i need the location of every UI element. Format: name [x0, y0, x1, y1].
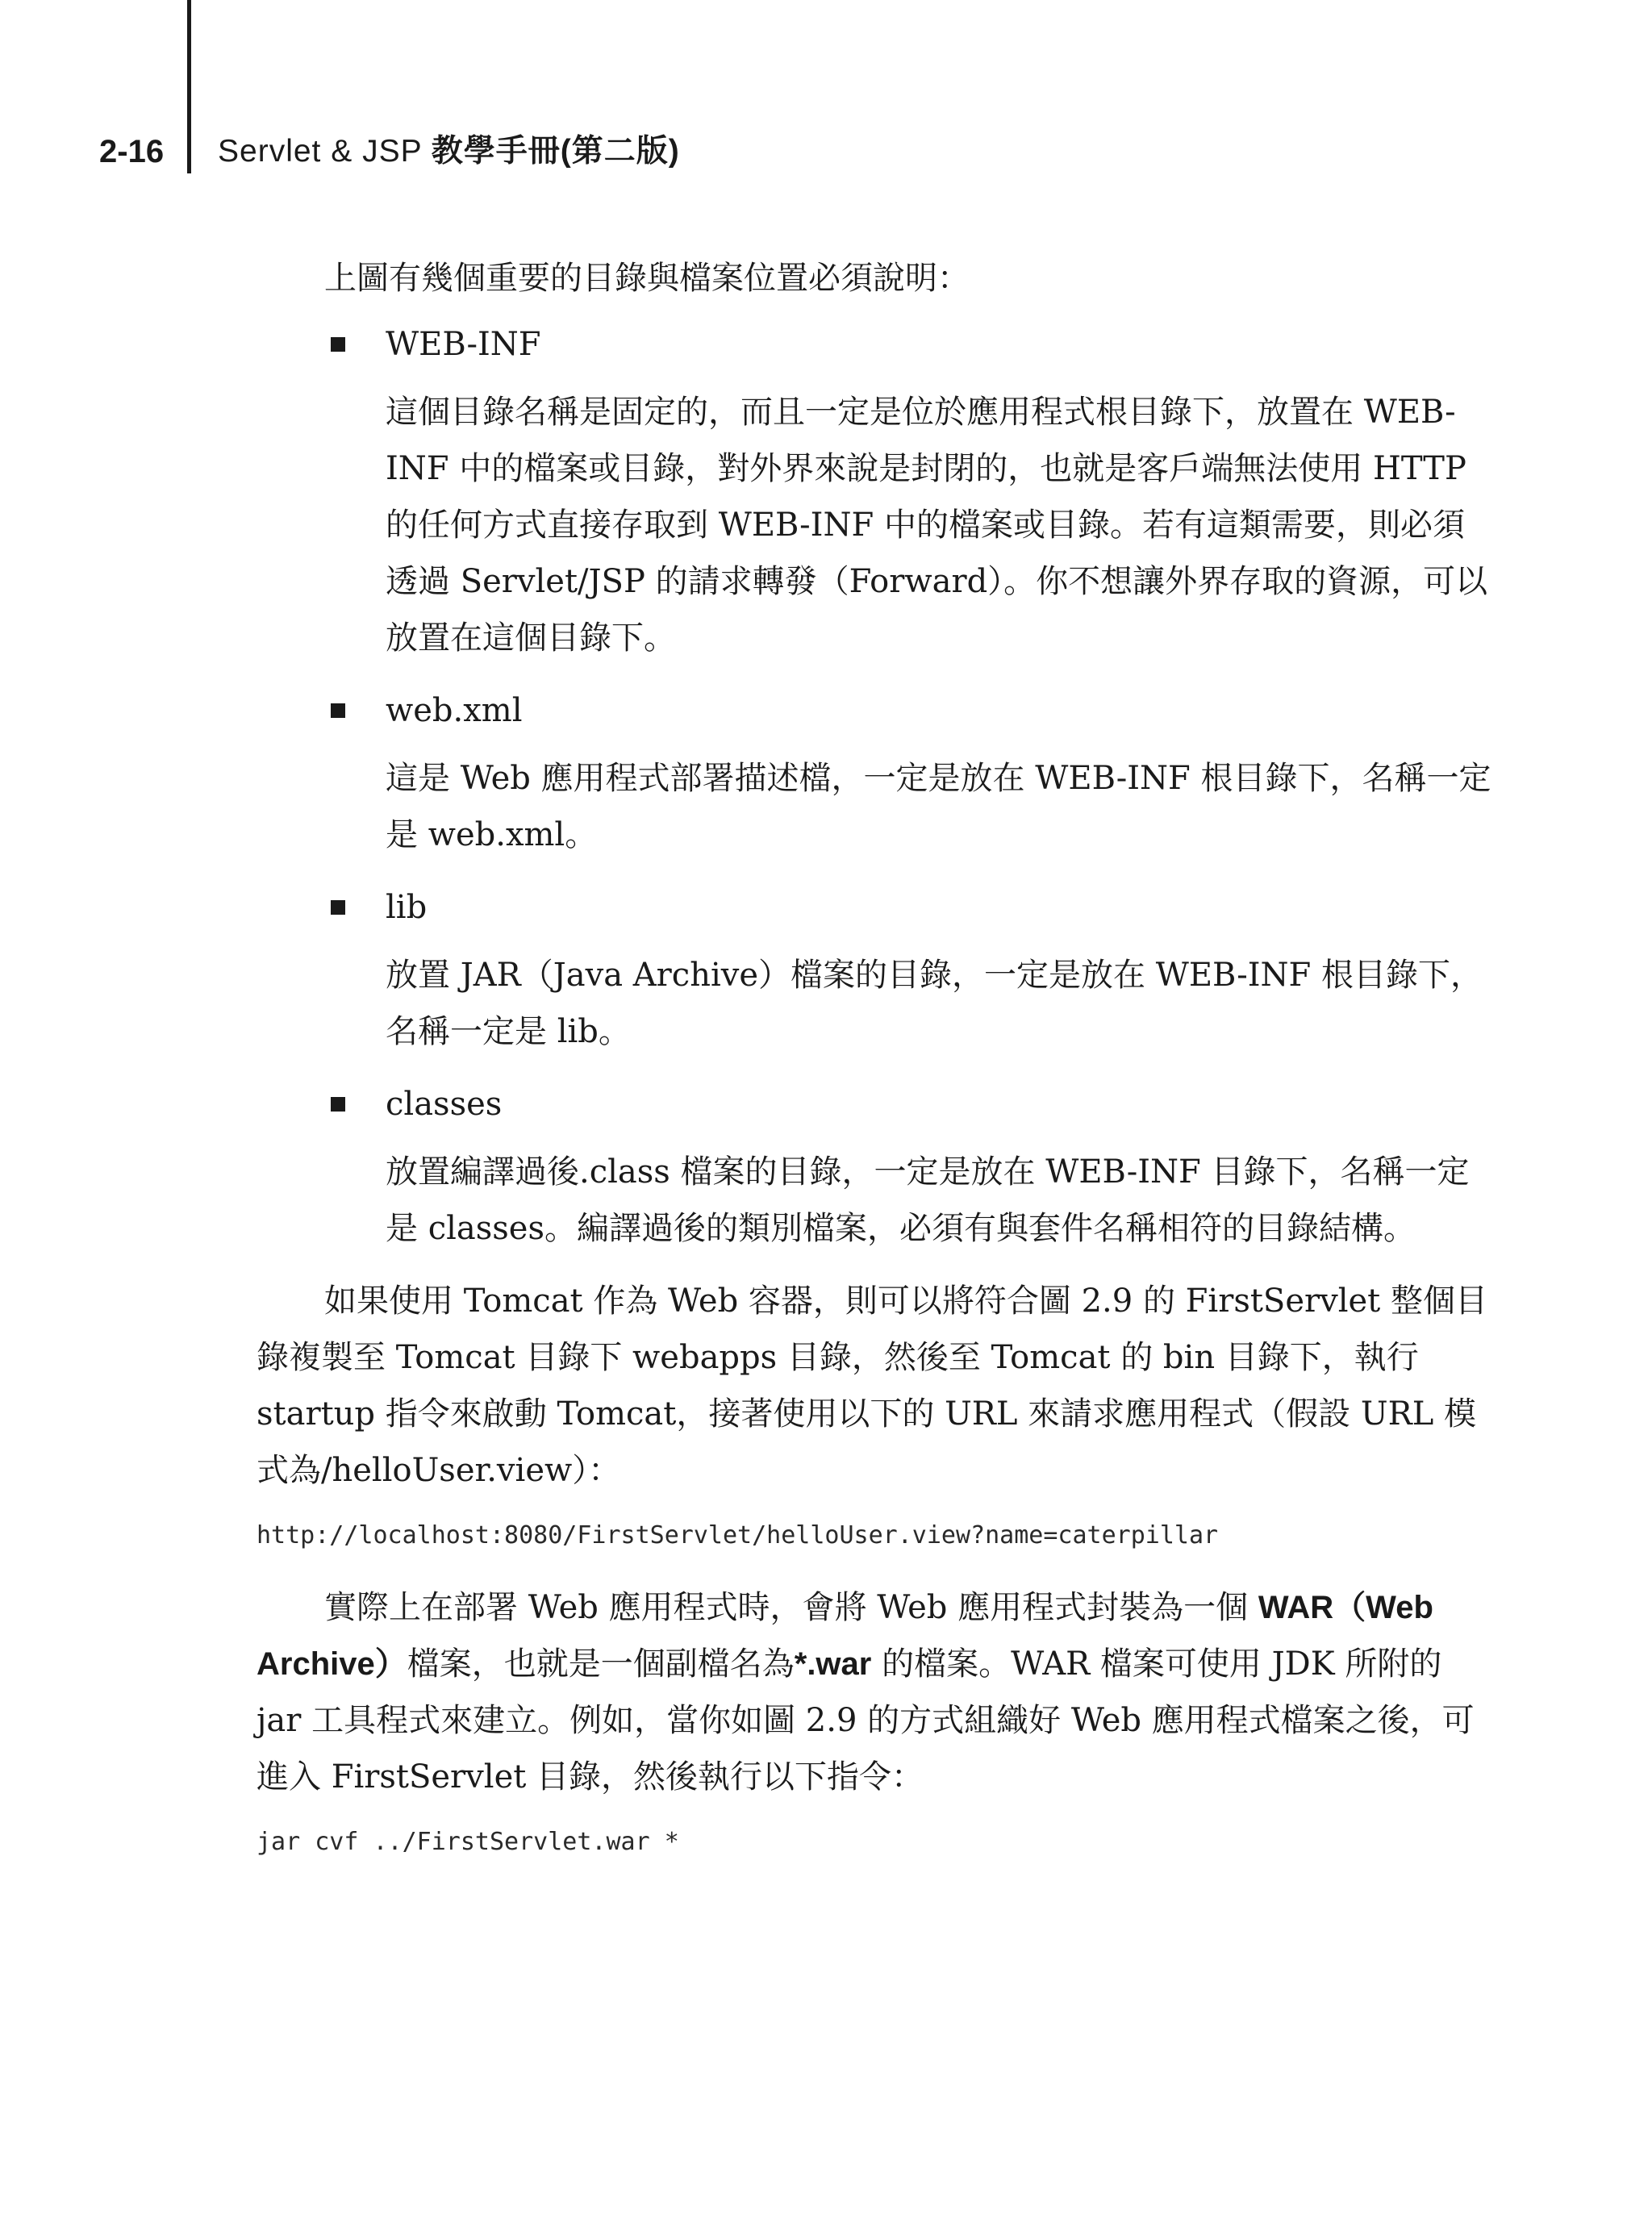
bullet-label: lib [386, 889, 428, 926]
war-term: WAR（Web Archive） [257, 1590, 1433, 1682]
bullet-description: 放置 JAR（Java Archive）檔案的目錄，一定是放在 WEB-INF 根目錄下，名稱一定是 lib。 [386, 957, 1483, 1050]
war-text-2: 檔案，也就是一個副檔名為 [407, 1645, 795, 1683]
war-extension: *.war [794, 1646, 872, 1682]
bullet-heading [257, 316, 1492, 373]
list-item [257, 316, 1492, 666]
running-header-title [218, 131, 680, 172]
square-bullet-icon [331, 900, 345, 915]
bullet-heading [257, 1076, 1492, 1132]
list-item [257, 682, 1492, 863]
bullet-label: WEB-INF [386, 326, 541, 363]
war-paragraph [257, 1579, 1492, 1805]
jar-command-line: jar cvf ../FirstServlet.war * [257, 1828, 679, 1856]
tomcat-paragraph: 如果使用 Tomcat 作為 Web 容器，則可以將符合圖 2.9 的 FirstServlet 整個目錄複製至 Tomcat 目錄下 webapps 目錄，然後至 Tomcat 的 bin 目錄下，執行 startup 指令來啟動 Tomcat，接著使用以下的 URL 來請求應用程式（假設 URL 模式為/helloUser.view）： [257, 1283, 1487, 1489]
square-bullet-icon [331, 1097, 345, 1112]
bullet-heading [257, 682, 1492, 739]
war-text-1: 實際上在部署 Web 應用程式時，會將 Web 應用程式封裝為一個 [324, 1589, 1258, 1626]
list-item [257, 1076, 1492, 1257]
bullet-description: 這個目錄名稱是固定的，而且一定是位於應用程式根目錄下，放置在 WEB-INF 中的檔案或目錄，對外界來說是封閉的，也就是客戶端無法使用 HTTP 的任何方式直接存取到 WEB-INF 中的檔案或目錄。若有這類需要，則必須透過 Servlet/JSP 的請求轉發（Forward）。你不想讓外界存取的資源，可以放置在這個目錄下。 [386, 394, 1488, 657]
bullet-label: web.xml [386, 692, 523, 729]
bullet-description: 放置編譯過後.class 檔案的目錄，一定是放在 WEB-INF 目錄下，名稱一定是 classes。編譯過後的類別檔案，必須有與套件名稱相符的目錄結構。 [386, 1153, 1470, 1247]
header-title-cjk: 教學手冊(第二版) [431, 134, 680, 169]
header-vertical-rule [187, 0, 191, 173]
page-body [257, 250, 1492, 1886]
header-title-latin: Servlet & JSP [218, 134, 432, 169]
bullet-list [257, 316, 1492, 1257]
page-number: 2-16 [99, 134, 165, 169]
bullet-description: 這是 Web 應用程式部署描述檔，一定是放在 WEB-INF 根目錄下，名稱一定是 web.xml。 [386, 760, 1491, 853]
intro-paragraph: 上圖有幾個重要的目錄與檔案位置必須說明： [324, 260, 970, 297]
war-text-3: 的檔案。WAR 檔案可使用 JDK 所附的 jar 工具程式來建立。例如，當你如圖 2.9 的方式組織好 Web 應用程式檔案之後，可進入 FirstServlet 目錄，然後執行以下指令： [257, 1645, 1475, 1796]
bullet-heading [257, 879, 1492, 936]
list-item [257, 879, 1492, 1060]
square-bullet-icon [331, 337, 345, 352]
url-code-line: http://localhost:8080/FirstServlet/helloUser.view?name=caterpillar [257, 1521, 1219, 1550]
bullet-label: classes [386, 1086, 503, 1123]
square-bullet-icon [331, 703, 345, 718]
